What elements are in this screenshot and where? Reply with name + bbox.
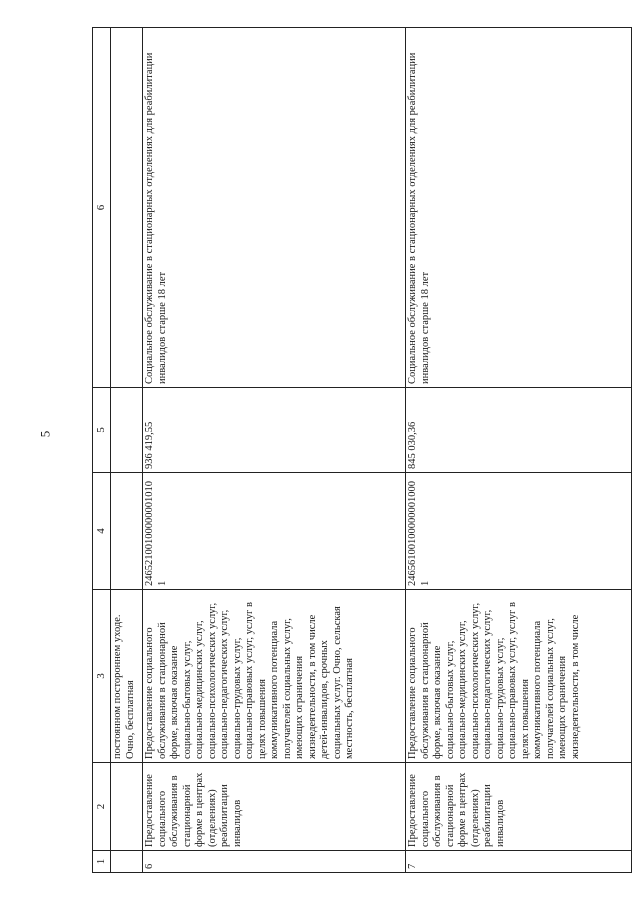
service-content: Предоставление социального обслуживания в стационарной форме, включая оказание социально-бытовых услуг, социально-медицинских услуг, социально-психологических услуг, социально-педагогических услуг, социально-трудовых услуг, социально-правовых услуг, услуг в целях повышения коммуникативного потенциала получателей социальных услуг, имеющих ограничения жизнедеятельности, в том числе xyxy=(406,590,632,763)
continuation-cell-6 xyxy=(111,28,143,388)
header-col-3: 3 xyxy=(93,590,111,763)
header-row xyxy=(93,28,111,873)
continuation-cell-2 xyxy=(111,763,143,851)
continuation-row xyxy=(111,28,143,873)
table-row xyxy=(143,28,406,873)
rotated-table-container xyxy=(92,28,637,873)
page-number: 5 xyxy=(37,430,53,438)
continuation-cell-1 xyxy=(111,851,143,873)
table-row xyxy=(406,28,632,873)
service-code: 246521001000000010101 xyxy=(143,473,406,590)
service-content: Предоставление социального обслуживания в стационарной форме, включая оказание социально-бытовых услуг, социально-медицинских услуг, социально-психологических услуг, социально-педагогических услуг, социально-трудовых услуг, социально-правовых услуг, услуг в целях повышения коммуникативного потенциала получателей социальных услуг, имеющих ограничения жизнедеятельности, в том числе детей-инвалидов, срочных социальных услуг. Очно, сельская местность, бесплатная xyxy=(143,590,406,763)
row-number: 6 xyxy=(143,851,406,873)
service-category: Социальное обслуживание в стационарных отделениях для реабилитации инвалидов старше 18 лет xyxy=(406,28,632,388)
header-col-2: 2 xyxy=(93,763,111,851)
service-name: Предоставление социального обслуживания в стационарной форме в центрах (отделениях) реабилитации инвалидов xyxy=(406,763,632,851)
row-number: 7 xyxy=(406,851,632,873)
continuation-cell-4 xyxy=(111,473,143,590)
service-category: Социальное обслуживание в стационарных отделениях для реабилитации инвалидов старше 18 лет xyxy=(143,28,406,388)
continuation-content: постоянном постороннем уходе. Очно, бесплатная xyxy=(111,590,143,763)
service-code: 24656100100000001000 1 xyxy=(406,473,632,590)
service-value: 845 030,36 xyxy=(406,388,632,473)
services-table xyxy=(92,27,632,873)
header-col-1: 1 xyxy=(93,851,111,873)
header-col-6: 6 xyxy=(93,28,111,388)
header-col-5: 5 xyxy=(93,388,111,473)
continuation-cell-5 xyxy=(111,388,143,473)
header-col-4: 4 xyxy=(93,473,111,590)
service-name: Предоставление социального обслуживания в стационарной форме в центрах (отделениях) реабилитации инвалидов xyxy=(143,763,406,851)
service-value: 936 419,55 xyxy=(143,388,406,473)
